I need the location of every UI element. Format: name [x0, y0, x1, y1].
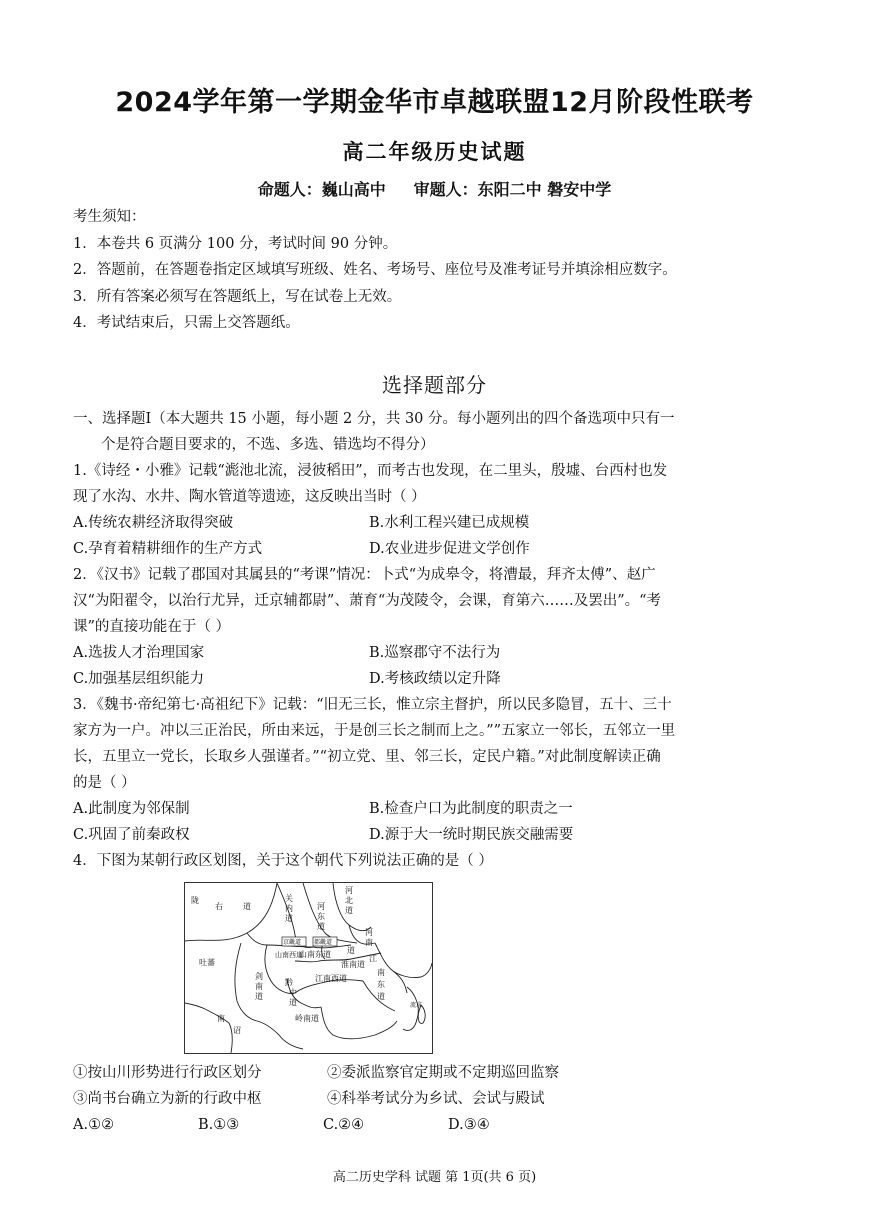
q2-stem-cont: 课”的直接功能在于（ ） — [73, 619, 231, 635]
map-label: 道 — [255, 992, 263, 1001]
map-label: 道 — [317, 922, 325, 931]
q4-statement-3: ③尚书台确立为新的行政中枢 — [73, 1091, 262, 1107]
part-instructions-cont: 个是符合题目要求的，不选、多选、错选均不得分） — [101, 437, 435, 453]
q4-option-c: C.②④ — [323, 1117, 365, 1133]
q3-option-a: A.此制度为邻保制 — [73, 801, 190, 817]
map-label: 东 — [317, 912, 325, 921]
map-label: 剑 — [255, 972, 263, 981]
q1-option-c: C.孕育着精耕细作的生产方式 — [73, 541, 263, 557]
map-label: 关 — [285, 894, 293, 903]
map-label: 中 — [289, 988, 297, 997]
tang-admin-map — [184, 882, 433, 1054]
map-drawing — [185, 883, 432, 1053]
map-label: 山南西道 — [275, 951, 303, 959]
q4-statements-row — [73, 1060, 573, 1086]
map-label: 南 — [217, 1014, 225, 1023]
map-label: 黔 — [285, 978, 293, 987]
q2-option-d: D.考核政绩以定升降 — [369, 671, 501, 687]
q2-stem-cont: 汉“为阳翟令，以治行尤异，迁京辅都尉”、萧育“为茂陵令，会课，育第六……及罢出”。“考 — [73, 593, 662, 609]
q4-options-row — [73, 1112, 573, 1138]
map-label: 道 — [285, 914, 293, 923]
map-label: 河 — [365, 928, 373, 937]
notice-heading: 考生须知： — [73, 209, 146, 225]
map-label: 东 — [377, 980, 385, 989]
map-label: 河 — [345, 886, 353, 895]
q2-stem: 2．《汉书》记载了郡国对其属县的“考课”情况：卜式“为成皋令，将漕最，拜齐太傅”、赵广 — [73, 567, 656, 583]
q2-option-a: A.选拔人才治理国家 — [73, 645, 205, 661]
map-label: 淮南道 — [341, 960, 365, 969]
q3-stem: 3．《魏书·帝纪第七·高祖纪下》记载：“旧无三长，惟立宗主督护，所以民多隐冒，五十、三十 — [73, 697, 672, 713]
q4-statement-4: ④科举考试分为乡试、会试与殿试 — [327, 1091, 545, 1107]
q2-options-row — [73, 640, 803, 666]
q4-option-a: A.①② — [73, 1117, 115, 1133]
map-label: 右 — [215, 902, 223, 911]
q3-stem-cont: 的是（ ） — [73, 775, 136, 791]
q1-stem-cont: 现了水沟、水井、陶水管道等遗迹，这反映出当时（ ） — [73, 489, 426, 505]
q3-option-b: B.检查户口为此制度的职责之一 — [369, 801, 573, 817]
q3-stem-cont: 长，五里立一党长，长取乡人强谨者。”“初立党、里、邻三长，定民户籍。”对此制度解读正确 — [73, 749, 661, 765]
q3-option-c: C.巩固了前秦政权 — [73, 827, 190, 843]
map-label: 山南东道 — [299, 950, 331, 959]
notice-item: 4．考试结束后，只需上交答题纸。 — [73, 315, 300, 331]
map-label: 江 — [369, 954, 377, 963]
map-label: 南 — [377, 968, 385, 977]
map-label: 河 — [317, 902, 325, 911]
map-label: 内 — [285, 904, 293, 913]
q1-option-d: D.农业进步促进文学创作 — [369, 541, 530, 557]
q4-statement-1: ①按山川形势进行行政区划分 — [73, 1065, 262, 1081]
q4-choices — [73, 1060, 573, 1138]
map-label: 吐蕃 — [199, 958, 215, 967]
exam-subtitle: 高二年级历史试题 — [342, 140, 527, 164]
page-footer: 高二历史学科 试题 第 1页(共 6 页) — [332, 1170, 537, 1185]
notice-item: 1．本卷共 6 页满分 100 分，考试时间 90 分钟。 — [73, 235, 398, 252]
map-label: 道 — [377, 992, 385, 1001]
q3-option-d: D.源于大一统时期民族交融需要 — [369, 827, 574, 843]
q2-option-c: C.加强基层组织能力 — [73, 671, 205, 687]
q1-option-b: B.水利工程兴建已成规模 — [369, 515, 530, 531]
q4-statements-row — [73, 1086, 573, 1112]
map-label: 京畿道 — [283, 939, 302, 946]
map-label: 道 — [345, 906, 353, 915]
map-label: 道 — [347, 946, 355, 955]
map-label: 南 — [255, 982, 263, 991]
q2-options-row — [73, 666, 803, 692]
q4-stem: 4．下图为某朝行政区划图，关于这个朝代下列说法正确的是（ ） — [73, 853, 493, 869]
map-label: 南 — [365, 938, 373, 947]
map-label: 北 — [345, 896, 353, 905]
questions — [73, 406, 803, 874]
exam-authors: 命题人：巍山高中 审题人：东阳二中 磐安中学 — [257, 180, 612, 199]
q4-option-d: D.③④ — [448, 1117, 490, 1133]
exam-title: 2024学年第一学期金华市卓越联盟12月阶段性联考 — [115, 87, 754, 118]
q4-option-b: B.①③ — [198, 1117, 240, 1133]
map-label: 道 — [243, 902, 251, 911]
q1-options-row — [73, 510, 803, 536]
map-label: 岭南道 — [295, 1014, 319, 1023]
map-label: 诏 — [233, 1026, 241, 1035]
notice-item: 3．所有答案必须写在答题纸上，写在试卷上无效。 — [73, 288, 402, 305]
map-label: 都畿道 — [314, 939, 333, 946]
notice-item: 2．答题前，在答题卷指定区域填写班级、姓名、考场号、座位号及准考证号并填涂相应数字。 — [73, 262, 677, 278]
map-label: 流求 — [410, 1002, 423, 1009]
q2-option-b: B.巡察郡守不法行为 — [369, 645, 501, 661]
section-title: 选择题部分 — [382, 373, 487, 397]
q3-options-row — [73, 822, 803, 848]
q4-statement-2: ②委派监察官定期或不定期巡回监察 — [327, 1065, 559, 1081]
q3-stem-cont: 家方为一户。冲以三正治民，所由来远，于是创三长之制而上之。””五家立一邻长，五邻立一里 — [73, 723, 676, 739]
candidate-notice — [73, 204, 677, 337]
q1-option-a: A.传统农耕经济取得突破 — [73, 515, 234, 531]
q1-options-row — [73, 536, 803, 562]
map-label: 陇 — [191, 896, 199, 905]
map-label: 道 — [289, 998, 297, 1007]
part-instructions: 一、选择题Ⅰ（本大题共 15 小题，每小题 2 分，共 30 分。每小题列出的四个备选项中只有一 — [73, 411, 675, 427]
q3-options-row — [73, 796, 803, 822]
q1-stem: 1.《诗经・小雅》记载“滮池北流，浸彼稻田”，而考古也发现，在二里头，殷墟、台西村也发 — [73, 463, 668, 479]
map-label: 江南西道 — [315, 974, 347, 983]
